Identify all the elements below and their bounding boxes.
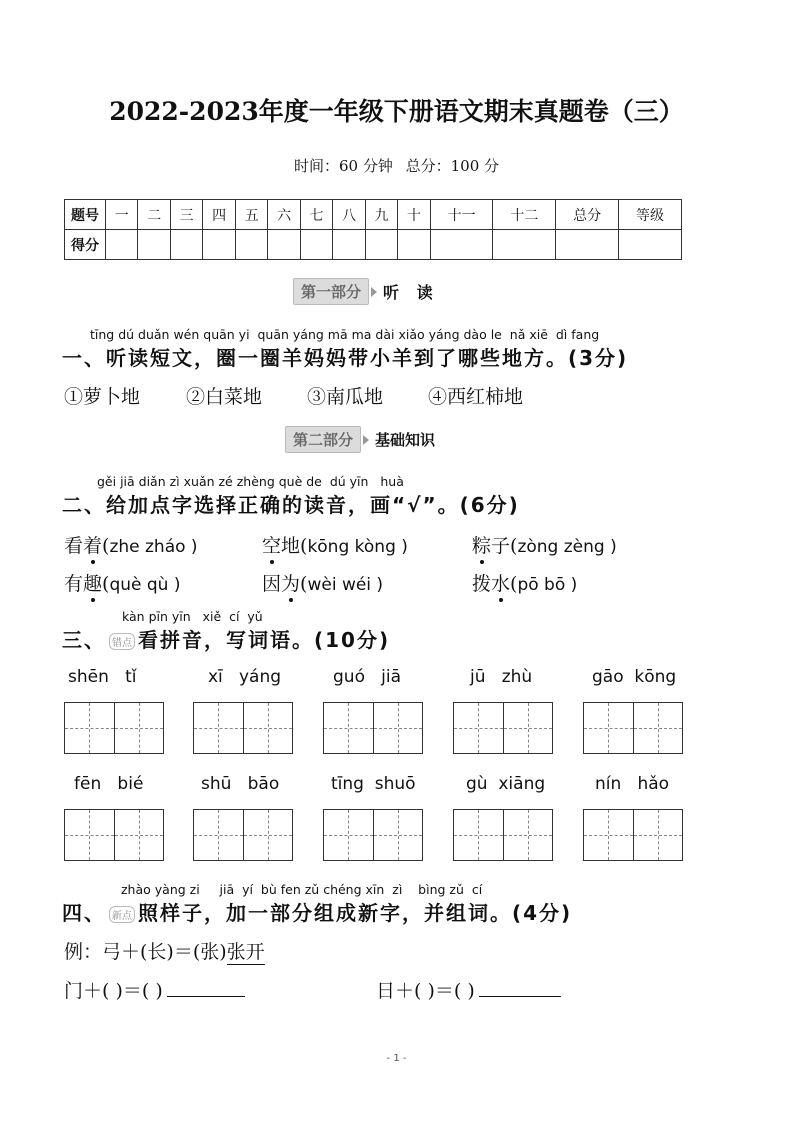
new-point-badge: 新点 (109, 906, 135, 923)
example-lead: 例：弓＋(长)＝(张) (64, 941, 227, 963)
writing-grid[interactable] (193, 702, 293, 754)
word-pinyin: xī yáng (208, 667, 282, 687)
word-pinyin: gāo kōng (592, 667, 677, 687)
word-pinyin: tīng shuō (331, 774, 416, 794)
score-table-header-row (65, 200, 682, 230)
word-pinyin: gù xiāng (466, 774, 546, 794)
q1-option[interactable]: ②白菜地 (186, 386, 263, 408)
writing-grid[interactable] (583, 809, 683, 861)
col-head: 总分 (556, 200, 619, 230)
col-head: 二 (138, 200, 170, 230)
char: 有 (64, 573, 84, 595)
reading-options[interactable]: wèi wéi ) (307, 575, 384, 595)
q4-text: 照样子，加一部分组成新字，并组词。(4分) (138, 901, 573, 925)
score-cell[interactable] (300, 230, 332, 260)
word-pinyin: nín hǎo (595, 774, 670, 794)
part-one-box: 第一部分 (293, 278, 369, 305)
example-word: 张开 (227, 937, 265, 965)
part-two-label (285, 426, 435, 453)
word-pinyin: shēn tǐ (68, 667, 137, 687)
q3-text: 看拼音，写词语。(10分) (138, 628, 391, 652)
char: 因 (262, 573, 282, 595)
char: ( (300, 573, 308, 595)
q4-example (64, 937, 265, 965)
error-point-badge: 错点 (109, 633, 135, 650)
score-table-score-row (65, 230, 682, 260)
col-head: 四 (203, 200, 235, 230)
q2-item[interactable] (262, 569, 383, 596)
reading-options[interactable]: zhe zháo ) (109, 537, 198, 557)
q2-item[interactable] (262, 531, 408, 558)
q2-item[interactable] (472, 569, 577, 596)
writing-grid[interactable] (64, 809, 164, 861)
q1-pinyin: tīng dú duǎn wén quān yi quān yáng mā ma dài xiǎo yáng dào le nǎ xiē dì fang (90, 327, 600, 342)
q3-pinyin: kàn pīn yīn xiě cí yǔ (122, 609, 263, 624)
writing-grid[interactable] (583, 702, 683, 754)
word-pinyin: fēn bié (74, 774, 144, 794)
q4-item[interactable] (376, 976, 561, 1003)
q1-option[interactable]: ①萝卜地 (64, 386, 141, 408)
score-cell[interactable] (619, 230, 682, 260)
arrow-icon (363, 435, 369, 445)
row-head-question-number: 题号 (65, 200, 106, 230)
q3-heading (62, 624, 390, 653)
word-pinyin: shū bāo (201, 774, 280, 794)
part-two-title: 基础知识 (375, 431, 436, 449)
time-limit: 时间：60 分钟 (293, 157, 393, 175)
q2-item[interactable] (64, 531, 198, 558)
score-cell[interactable] (493, 230, 556, 260)
char: ( (102, 573, 110, 595)
char: ( (102, 535, 110, 557)
q1-text: 一、听读短文，圈一圈羊妈妈带小羊到了哪些地方。(3分) (62, 346, 629, 370)
part-one-title: 听 读 (383, 283, 439, 302)
page-number: - 1 - (386, 1053, 407, 1064)
char: 看 (64, 535, 84, 557)
col-head: 五 (235, 200, 267, 230)
col-head: 八 (333, 200, 365, 230)
col-head: 等级 (619, 200, 682, 230)
reading-options[interactable]: zòng zèng ) (517, 537, 617, 557)
char: 子( (491, 535, 518, 557)
col-head: 九 (365, 200, 397, 230)
char: ( (510, 573, 518, 595)
score-cell[interactable] (268, 230, 300, 260)
q1-option[interactable]: ③南瓜地 (307, 386, 384, 408)
total-score: 总分：100 分 (405, 157, 500, 175)
exam-info (0, 155, 793, 176)
q2-text: 二、给加点字选择正确的读音，画“√”。(6分) (62, 493, 520, 517)
reading-options[interactable]: pō bō ) (517, 575, 578, 595)
q4-item-text: 日＋( )＝( ) (376, 980, 475, 1002)
dotted-char: 空 (262, 531, 281, 558)
score-table (64, 199, 682, 260)
score-cell[interactable] (235, 230, 267, 260)
q3-prefix: 三、 (62, 628, 106, 652)
col-head: 十 (398, 200, 430, 230)
q2-pinyin: gěi jiā diǎn zì xuǎn zé zhèng què de dú yīn huà (97, 474, 404, 489)
col-head: 三 (170, 200, 202, 230)
answer-blank[interactable] (167, 996, 245, 997)
col-head: 一 (106, 200, 138, 230)
dotted-char: 粽 (472, 531, 491, 558)
score-cell[interactable] (333, 230, 365, 260)
col-head: 十一 (430, 200, 493, 230)
dotted-char: 趣 (83, 569, 102, 596)
col-head: 六 (268, 200, 300, 230)
writing-grid[interactable] (193, 809, 293, 861)
dotted-char: 水 (491, 569, 510, 596)
score-cell[interactable] (106, 230, 138, 260)
writing-grid[interactable] (323, 702, 423, 754)
page-title: 2022-2023年度一年级下册语文期末真题卷（三） (109, 97, 684, 126)
writing-grid[interactable] (323, 809, 423, 861)
dotted-char: 着 (83, 531, 102, 558)
q4-item-text: 门＋( )＝( ) (64, 980, 163, 1002)
arrow-icon (371, 287, 377, 297)
score-cell[interactable] (138, 230, 170, 260)
row-head-score: 得分 (65, 230, 106, 260)
score-cell[interactable] (556, 230, 619, 260)
reading-options[interactable]: kōng kòng ) (307, 537, 408, 557)
char: 地( (281, 535, 308, 557)
score-cell[interactable] (365, 230, 397, 260)
part-one-label (293, 278, 439, 305)
writing-grid[interactable] (453, 809, 553, 861)
writing-grid[interactable] (64, 702, 164, 754)
part-two-box: 第二部分 (285, 426, 361, 453)
q4-item[interactable] (64, 976, 245, 1003)
answer-blank[interactable] (479, 996, 561, 997)
dotted-char: 为 (281, 569, 300, 596)
q4-heading (62, 897, 572, 926)
word-pinyin: guó jiā (333, 667, 402, 687)
q4-pinyin: zhào yàng zi jiā yí bù fen zǔ chéng xīn zì bìng zǔ cí (121, 882, 483, 897)
col-head: 十二 (493, 200, 556, 230)
q2-item[interactable] (472, 531, 617, 558)
score-cell[interactable] (430, 230, 493, 260)
score-cell[interactable] (398, 230, 430, 260)
q4-prefix: 四、 (62, 901, 106, 925)
score-cell[interactable] (203, 230, 235, 260)
score-cell[interactable] (170, 230, 202, 260)
writing-grid[interactable] (453, 702, 553, 754)
char: 拨 (472, 573, 492, 595)
reading-options[interactable]: què qù ) (109, 575, 181, 595)
word-pinyin: jū zhù (470, 667, 533, 687)
q2-item[interactable] (64, 569, 180, 596)
q1-option[interactable]: ④西红柿地 (428, 386, 524, 408)
col-head: 七 (300, 200, 332, 230)
